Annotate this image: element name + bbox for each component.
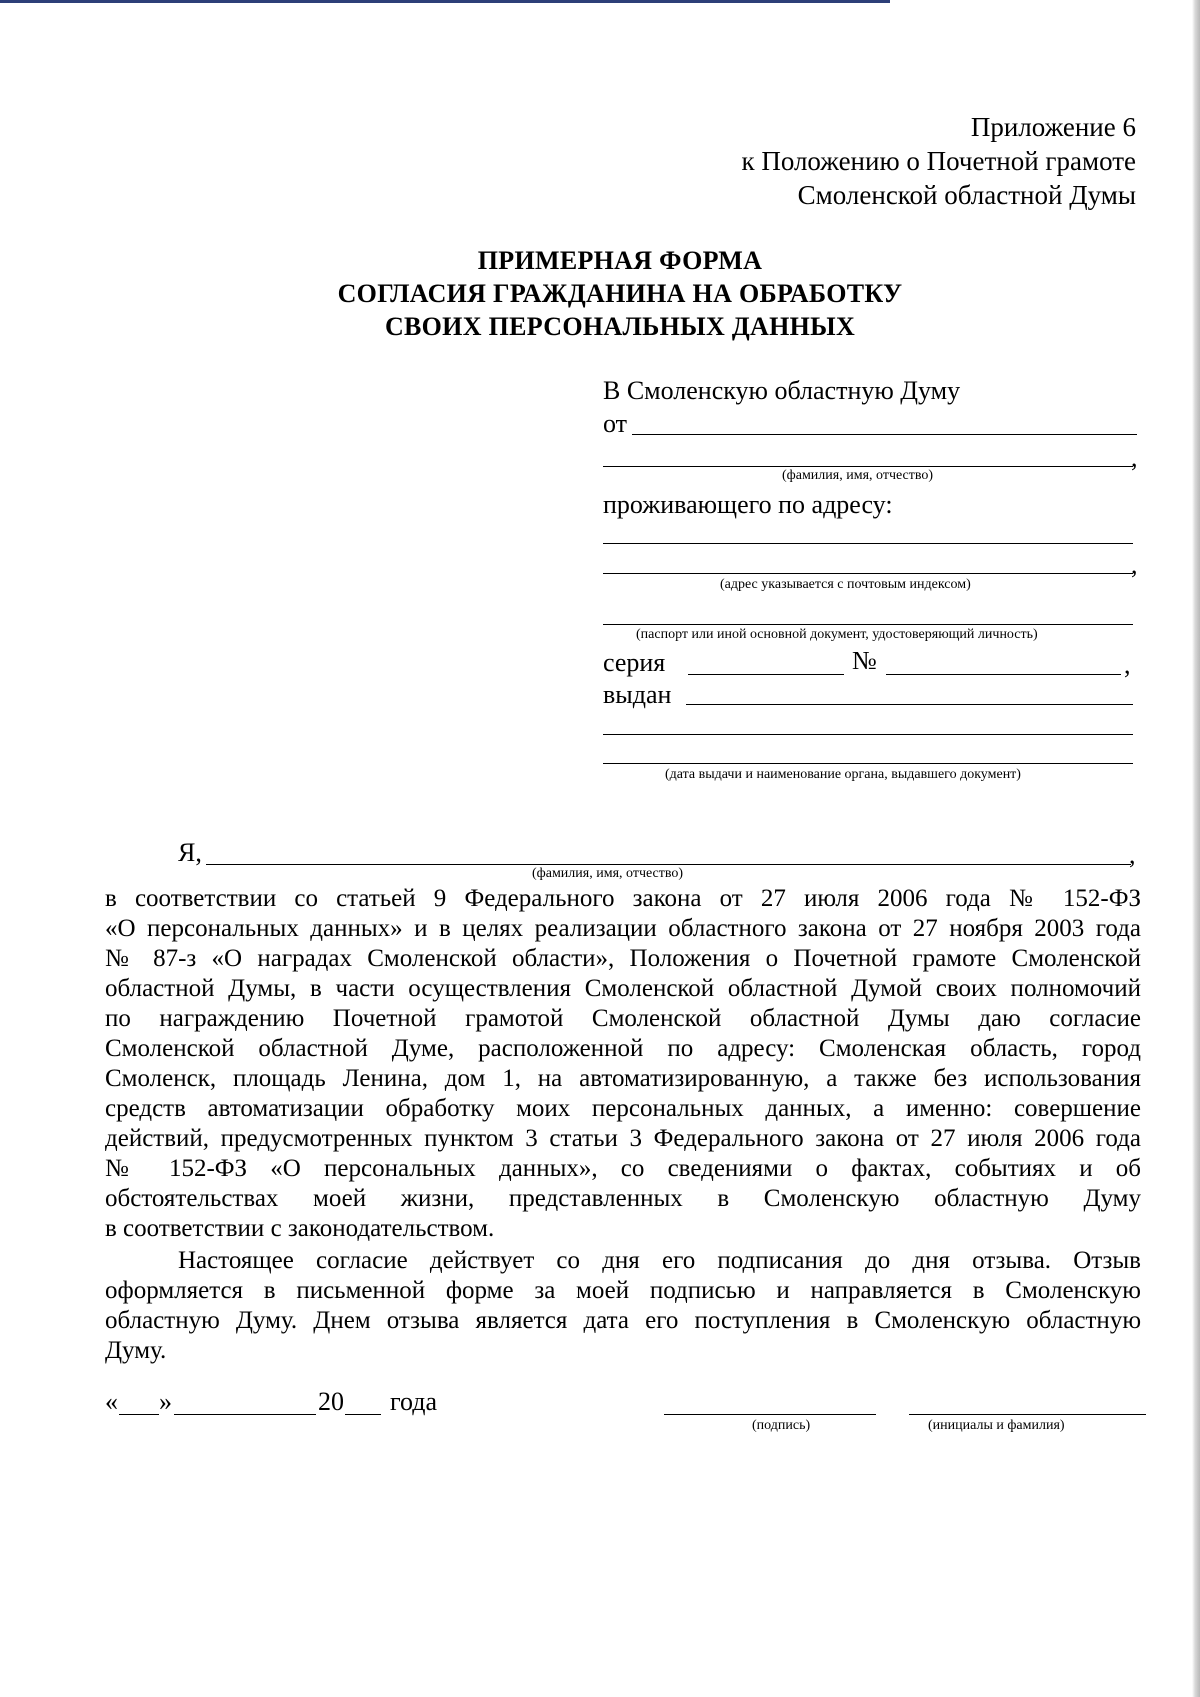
declarant-label: Я, xyxy=(178,838,202,867)
declarant-comma: , xyxy=(1129,840,1136,869)
recipient-label: В Смоленскую областную Думу xyxy=(603,376,961,405)
body-p2-line: Думу. xyxy=(105,1337,167,1364)
fio-caption: (фамилия, имя, отчество) xyxy=(782,468,934,483)
initials-surname-field[interactable] xyxy=(909,1414,1146,1415)
address-comma: , xyxy=(1131,550,1138,579)
body-p1-line: действий, предусмотренных пунктом 3 статьи 3 Федерального закона от 27 июля 2006 года xyxy=(105,1125,1141,1152)
from-label: от xyxy=(603,409,628,438)
issued-field-1[interactable] xyxy=(686,704,1133,705)
body-p2-line: оформляется в письменной форме за моей подписью и направляется в Смоленскую xyxy=(105,1277,1141,1304)
body-p1-line: Смоленск, площадь Ленина, дом 1, на автоматизированную, а также без использования xyxy=(105,1065,1141,1092)
body-p1-line: «О персональных данных» и в целях реализации областного закона от 27 ноября 2003 года xyxy=(105,915,1141,942)
title-line-3: СВОИХ ПЕРСОНАЛЬНЫХ ДАННЫХ xyxy=(384,312,856,341)
series-label: серия xyxy=(603,648,666,677)
initials-caption: (инициалы и фамилия) xyxy=(928,1418,1065,1433)
date-month-field[interactable] xyxy=(174,1414,316,1415)
body-p1-line: № 152-ФЗ «О персональных данных», со сведениями о фактах, событиях и об xyxy=(105,1155,1141,1182)
title-line-2: СОГЛАСИЯ ГРАЖДАНИНА НА ОБРАБОТКУ xyxy=(337,279,903,308)
declarant-caption: (фамилия, имя, отчество) xyxy=(532,866,684,881)
issued-field-2[interactable] xyxy=(603,734,1133,735)
address-label: проживающего по адресу: xyxy=(603,490,893,519)
date-year-field[interactable] xyxy=(345,1414,381,1415)
annex-line-2: к Положению о Почетной грамоте xyxy=(741,146,1136,176)
body-p1-line: в соответствии со статьей 9 Федерального закона от 27 июля 2006 года № 152-ФЗ xyxy=(105,885,1141,912)
from-name-field-2[interactable] xyxy=(603,466,1133,467)
number-field[interactable] xyxy=(886,674,1121,675)
series-field[interactable] xyxy=(688,674,844,675)
date-day-field[interactable] xyxy=(119,1414,159,1415)
issued-caption: (дата выдачи и наименование органа, выдавшего документ) xyxy=(665,767,1021,782)
from-comma: , xyxy=(1131,443,1138,472)
signature-caption: (подпись) xyxy=(752,1418,811,1433)
body-p1-line: средств автоматизации обработку моих персональных данных, а именно: совершение xyxy=(105,1095,1141,1122)
number-label: № xyxy=(852,646,877,675)
declarant-name-field[interactable] xyxy=(206,864,1131,865)
body-p1-line: № 87-з «О наградах Смоленской области», Положения о Почетной грамоте Смоленской xyxy=(105,945,1141,972)
passport-caption: (паспорт или иной основной документ, удостоверяющий личность) xyxy=(636,627,1038,642)
issued-label: выдан xyxy=(603,680,672,709)
address-field-2[interactable] xyxy=(603,573,1133,574)
address-caption: (адрес указывается с почтовым индексом) xyxy=(720,577,971,592)
year-suffix: года xyxy=(390,1387,438,1416)
body-p1-line: в соответствии с законодательством. xyxy=(105,1215,495,1242)
annex-line-3: Смоленской областной Думы xyxy=(797,180,1136,210)
body-p1-line: по награждению Почетной грамотой Смоленской областной Думы даю согласие xyxy=(105,1005,1141,1032)
signature-field[interactable] xyxy=(664,1414,876,1415)
body-p2-line: областную Думу. Днем отзыва является дата его поступления в Смоленскую областную xyxy=(105,1307,1141,1334)
address-field-1[interactable] xyxy=(603,543,1133,544)
year-prefix: 20 xyxy=(318,1387,344,1416)
scan-edge-top xyxy=(0,0,890,3)
annex-line-1: Приложение 6 xyxy=(970,112,1136,142)
passport-field[interactable] xyxy=(603,624,1133,625)
from-name-field-1[interactable] xyxy=(632,434,1137,435)
number-comma: , xyxy=(1124,650,1131,679)
date-open-quote: « xyxy=(105,1387,118,1416)
date-close-quote: » xyxy=(159,1387,172,1416)
body-p1-line: областной Думы, в части осуществления Смоленской областной Думой своих полномочий xyxy=(105,975,1141,1002)
body-p2-line: Настоящее согласие действует со дня его подписания до дня отзыва. Отзыв xyxy=(178,1247,1141,1274)
title-line-1: ПРИМЕРНАЯ ФОРМА xyxy=(477,246,763,275)
issued-field-3[interactable] xyxy=(603,763,1133,764)
body-p1-line: обстоятельствах моей жизни, представленных в Смоленскую областную Думу xyxy=(105,1185,1141,1212)
body-p1-line: Смоленской областной Думе, расположенной по адресу: Смоленская область, город xyxy=(105,1035,1141,1062)
